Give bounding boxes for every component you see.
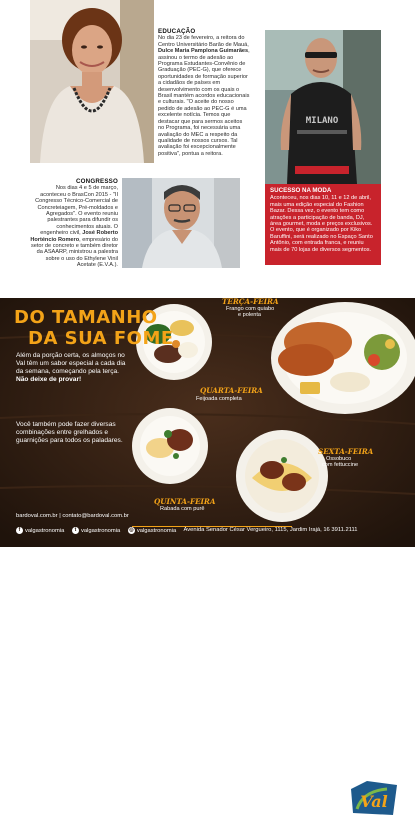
moda-text: Aconteceu, nos dias 10, 11 e 12 de abril, mais uma edição especial do Fashion Bazar. Dessa vez, o evento tem como atrações a participação de banda, DJ, área gourmet, moda e preços exclusivos. O evento, que é organizado por Kiko Baruffini, será realizado no Espaço Santo Antônio, com entrada franca, e reuniu mais de 70 lojas de diversos segmentos. bbox=[270, 195, 373, 253]
instagram-handle: valgastronomia bbox=[136, 527, 177, 534]
terca-desc-1: Frango com quiabo bbox=[226, 306, 275, 312]
educacao-text-after: , assinou o termo de adesão ao Programa Estudantes-Convênio de Graduação (PEC-G), que oferece oportunidades de formação superior a cidadãos de países em desenvolvimento com os quais o Brasil mantém acordos educacionais e culturais. "O aceite do nosso pedido de adesão ao PEC-G é uma excelente notícia. Temos que destacar que para sermos aceitos no Programa, foi necessária uma avaliação do MEC a respeito da qualidade de nossos cursos. Tal avaliação foi excepcionalmente positiva", pontua a reitora. bbox=[158, 48, 250, 157]
logo-name: Val bbox=[360, 792, 388, 811]
quinta-label: QUINTA-FEIRA bbox=[154, 497, 216, 506]
quarta-desc-1: Feijoada completa bbox=[196, 396, 242, 402]
footer-email[interactable]: contato@bardoval.com.br bbox=[62, 513, 129, 519]
congresso-article bbox=[30, 179, 118, 269]
instagram-icon: ◎ bbox=[129, 527, 134, 533]
logo-tagline: Gastronomia e Música Brasileira bbox=[350, 819, 398, 823]
ad-body-1-emphasis: Não deixe de provar! bbox=[16, 376, 82, 383]
ad-headline-line-2: DA SUA FOME bbox=[28, 328, 174, 349]
sexta-desc-1: Ossobuco bbox=[326, 456, 352, 462]
educacao-name: Dulce Maria Pamplona Guimarães bbox=[158, 48, 249, 55]
sexta-desc-2: com fettuccine bbox=[322, 462, 359, 468]
educacao-photo bbox=[30, 0, 154, 163]
moda-shirt-text: MILANO bbox=[305, 116, 339, 126]
footer-social bbox=[16, 526, 358, 535]
congresso-title: CONGRESSO bbox=[75, 178, 118, 185]
val-logo bbox=[347, 779, 401, 825]
congresso-text-before: Nos dias 4 e 5 de março, aconteceu o BrasCon 2015 - "II Congresso Técnico-Comercial de Concreteiagem, Pré-moldados e Agregados". O evento reuniu palestrantes para difundir os conhecimentos atuais. O engenheiro civil, bbox=[35, 185, 118, 237]
moda-title: SUCESSO NA MODA bbox=[270, 187, 332, 194]
instagram-link[interactable] bbox=[128, 527, 176, 535]
footer-contact bbox=[16, 512, 129, 520]
terca-desc-2: e polenta bbox=[238, 312, 262, 318]
congresso-photo bbox=[122, 178, 240, 268]
ad-body-2: Você também pode fazer diversas combinações entre grelhados e guarnições para todos os paladares. bbox=[16, 421, 123, 444]
educacao-text-before: No dia 23 de fevereiro, a reitora do Centro Universitário Barão de Mauá, bbox=[158, 35, 249, 48]
footer-separator: | bbox=[59, 513, 63, 519]
footer-divider bbox=[132, 526, 292, 527]
ad-body-1-text: Além da porção certa, os almoços no Val têm um sabor especial a cada dia da semana, começando pela terça. bbox=[16, 352, 126, 375]
footer-address: Avenida Senador César Vergueiro, 1115, Jardim Irajá, 16 3911.2111 bbox=[183, 527, 358, 533]
educacao-title: EDUCAÇÃO bbox=[158, 28, 196, 35]
educacao-article bbox=[158, 29, 250, 157]
moda-photo bbox=[265, 30, 381, 184]
congresso-text-after: , empresário do setor de concreto e também diretor da ASAARP, ministrou a palestra sobre o uso do Ethylene Vinil Acetate (E.V.A.). bbox=[30, 236, 118, 269]
facebook-icon: f bbox=[16, 527, 23, 534]
twitter-link[interactable] bbox=[72, 527, 120, 535]
terca-label: TERÇA-FEIRA bbox=[222, 297, 279, 306]
editorial-section bbox=[0, 0, 415, 298]
twitter-handle: valgastronomia bbox=[80, 527, 121, 534]
ad-body-1 bbox=[16, 352, 128, 384]
footer-site[interactable]: bardoval.com.br bbox=[16, 513, 58, 519]
quinta-dish-image bbox=[132, 408, 208, 484]
ad-headline-line-1: DO TAMANHO bbox=[14, 307, 158, 328]
sexta-label: SEXTA-FEIRA bbox=[318, 447, 374, 456]
facebook-handle: valgastronomia bbox=[25, 527, 65, 534]
facebook-link[interactable] bbox=[16, 527, 64, 535]
terca-dish-image bbox=[271, 302, 415, 414]
quarta-label: QUARTA-FEIRA bbox=[200, 386, 263, 395]
quinta-desc-1: Rabada com purê bbox=[160, 506, 205, 512]
congresso-name: José Roberto Horténcio Romero bbox=[30, 230, 118, 243]
sexta-dish-image bbox=[236, 430, 328, 522]
moda-article bbox=[265, 184, 381, 265]
twitter-icon: t bbox=[72, 527, 79, 534]
